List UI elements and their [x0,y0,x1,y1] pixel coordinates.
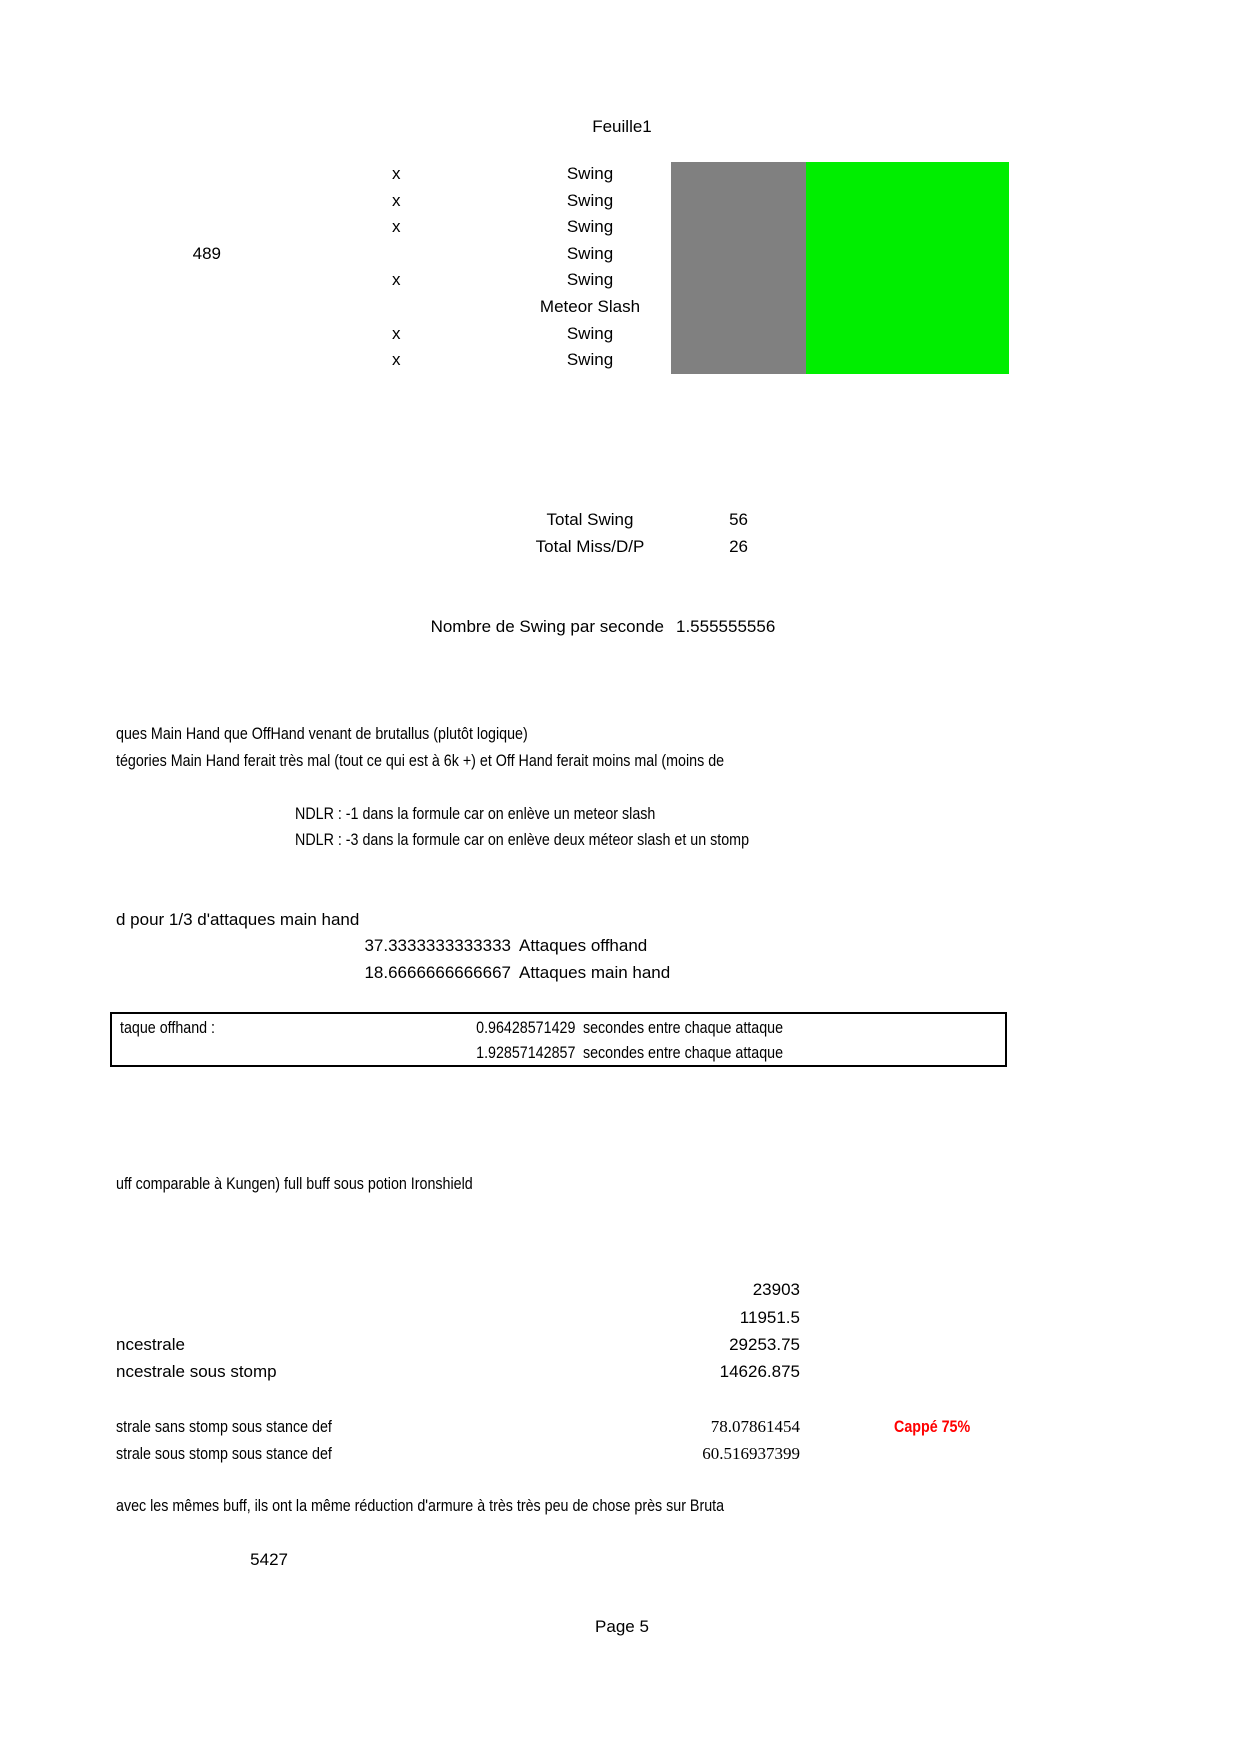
total-swing-value: 56 [729,510,748,529]
mainhand-attacks-label: Attaques main hand [519,963,671,982]
attack-name: Swing [566,217,614,236]
attack-mark: x [392,270,401,289]
capped-note [894,1413,985,1440]
attack-name: Swing [566,244,614,263]
page-footer: Page 5 [595,1617,649,1636]
armor-reduction-row1-label [116,1413,373,1440]
damage-row-label: ncestrale [116,1335,185,1354]
attack-timing-row [462,1040,844,1065]
attack-mark: x [392,217,401,236]
attack-name: Swing [566,324,614,343]
damage-row-value: 11951.5 [739,1308,800,1327]
offhand-interval-unit: secondes entre chaque attaque [582,1018,784,1037]
note-line-2 [116,747,1005,774]
armor-reduction-row2-label [116,1440,373,1467]
total-miss-value: 26 [729,537,748,556]
swing-rate-label: Nombre de Swing par seconde [430,617,664,636]
attack-name: Swing [566,164,614,183]
attack-row [0,187,1241,214]
attack-name: Swing [566,191,614,210]
closing-note [116,1492,1005,1519]
attack-mark: x [392,164,401,183]
capped-note-text: Cappé 75% [894,1417,971,1436]
mainhand-attacks-value: 18.6666666666667 [364,963,511,982]
damage-row-value: 23903 [752,1280,800,1299]
armor-reduction-row1-value: 78.07861454 [710,1417,800,1436]
attack-name: Swing [566,270,614,289]
attack-timing-box [110,1012,1007,1067]
attack-mark: x [392,324,401,343]
attack-row [0,266,1241,293]
damage-value-489: 489 [192,244,221,263]
armor-reduction-row2-label-text: strale sous stomp sous stance def [116,1444,332,1463]
note-line-1 [116,720,606,747]
attack-timing-row-text [462,1015,783,1040]
damage-row-value: 29253.75 [729,1335,800,1354]
offhand-interval-value: 0.96428571429 [476,1018,576,1037]
attack-name: Swing [566,350,614,369]
attack-row [0,293,1241,320]
attack-row [0,160,1241,187]
attack-mark: x [392,350,401,369]
mainhand-interval-value: 1.92857142857 [476,1043,576,1062]
attack-split-intro: d pour 1/3 d'attaques main hand [116,910,360,929]
mainhand-interval-unit: secondes entre chaque attaque [582,1043,784,1062]
armor-reduction-row1-label-text: strale sans stomp sous stance def [116,1417,332,1436]
damage-row-label: ncestrale sous stomp [116,1362,277,1381]
ndlr-note-1-text: NDLR : -1 dans la formule car on enlève un meteor slash [295,804,656,823]
buff-note-text: uff comparable à Kungen) full buff sous potion Ironshield [116,1174,473,1193]
attack-timing-row-text [462,1040,783,1065]
total-swing-label: Total Swing [546,510,634,529]
total-miss-label: Total Miss/D/P [535,537,645,556]
closing-note-text: avec les mêmes buff, ils ont la même réduction d'armure à très très peu de chose près sur Bruta [116,1496,725,1515]
armor-value: 5427 [250,1550,288,1569]
attack-name: Meteor Slash [539,297,641,316]
swing-rate-value: 1.555555556 [676,617,776,636]
ndlr-note-2-text: NDLR : -3 dans la formule car on enlève deux méteor slash et un stomp [295,830,750,849]
attack-row [0,213,1241,240]
attack-row [0,320,1241,347]
attack-timing-label [120,1015,233,1040]
ndlr-note-1 [295,800,724,827]
note-line-2-text: tégories Main Hand ferait très mal (tout ce qui est à 6k +) et Off Hand ferait moins mal (moins de [116,751,725,770]
offhand-attacks-label: Attaques offhand [519,936,648,955]
armor-reduction-row2-value: 60.516937399 [702,1444,800,1463]
buff-note [116,1170,541,1197]
attack-mark: x [392,191,401,210]
attack-row [0,346,1241,373]
damage-row-value: 14626.875 [719,1362,800,1381]
attack-timing-label-text: taque offhand : [120,1018,216,1037]
sheet-title: Feuille1 [592,117,652,136]
ndlr-note-2 [295,826,836,853]
offhand-attacks-value: 37.3333333333333 [364,936,511,955]
attack-timing-row [462,1015,844,1040]
note-line-1-text: ques Main Hand que OffHand venant de brutallus (plutôt logique) [116,724,528,743]
